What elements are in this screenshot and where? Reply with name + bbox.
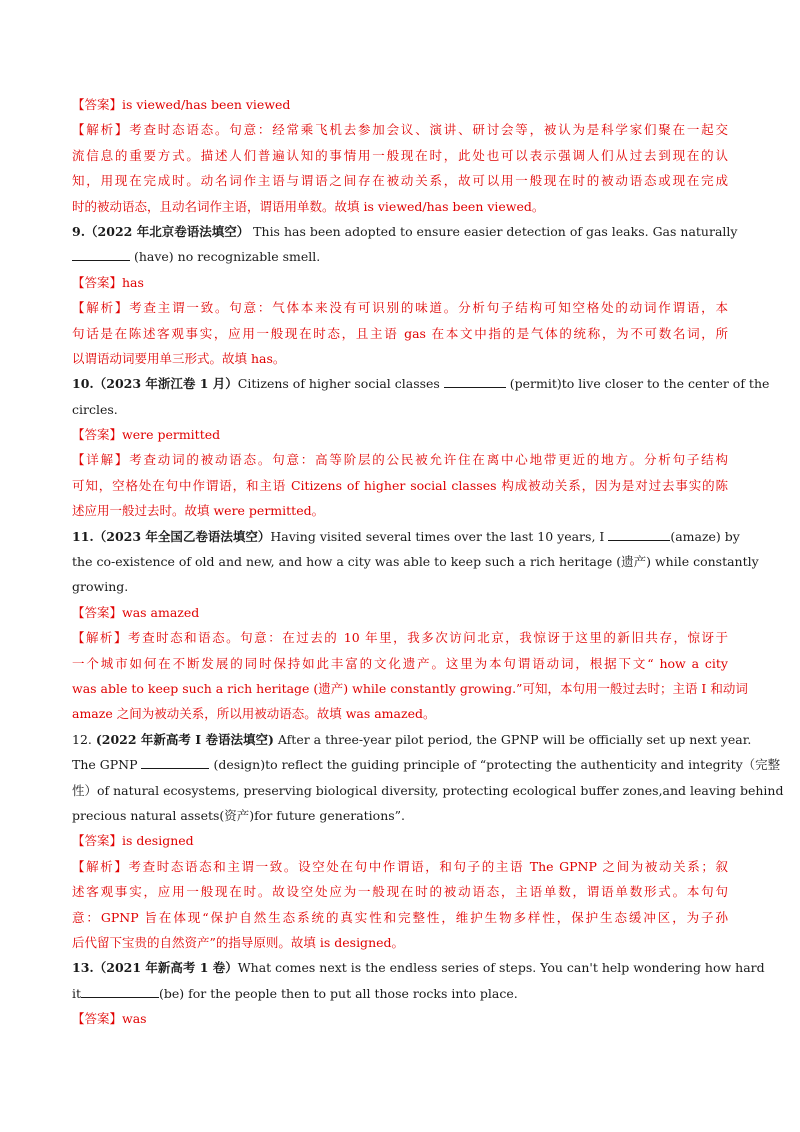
analysis-line: 述应用一般过去时。故填 were permitted。 bbox=[72, 503, 325, 519]
question-10-line-2: circles. bbox=[72, 401, 118, 417]
question-10-line-1: 10.（2023 年浙江卷 1 月）Citizens of higher social classes (permit)to live closer to the center of the bbox=[72, 376, 770, 392]
question-9-line-1: 9.（2022 年北京卷语法填空） This has been adopted to ensure easier detection of gas leaks. Gas naturally bbox=[72, 223, 738, 239]
answer-blank bbox=[72, 248, 130, 261]
answer-blank bbox=[141, 756, 209, 769]
answer-blank bbox=[608, 528, 670, 541]
answer-line: 【答案】is designed bbox=[72, 833, 194, 849]
analysis-line: 【详解】考查动词的被动语态。句意：高等阶层的公民被允许住在离中心地带更近的地方。分析句子结构 bbox=[72, 452, 728, 468]
analysis-line: 后代留下宝贵的自然资产”的指导原则。故填 is designed。 bbox=[72, 934, 405, 950]
question-11-label: 11.（2023 年全国乙卷语法填空） bbox=[72, 528, 271, 544]
analysis-line: 【解析】考查主谓一致。句意：气体本来没有可识别的味道。分析句子结构可知空格处的动词作谓语，本 bbox=[72, 300, 728, 316]
question-11-line-1: 11.（2023 年全国乙卷语法填空）Having visited several times over the last 10 years, I (amaze) by bbox=[72, 528, 740, 544]
question-9-line-2: (have) no recognizable smell. bbox=[72, 244, 728, 269]
question-13-line-2: it (be) for the people then to put all those rocks into place. bbox=[72, 985, 518, 1001]
analysis-line: was able to keep such a rich heritage (遗产) while constantly growing.”可知，本句用一般过去时；主语 I 和动词 bbox=[72, 680, 748, 696]
analysis-line: 以谓语动词要用单三形式。故填 has。 bbox=[72, 350, 286, 366]
answer-blank bbox=[81, 985, 159, 998]
analysis-line: 可知，空格处在句中作谓语，和主语 Citizens of higher social classes 构成被动关系，因为是对过去事实的陈 bbox=[72, 477, 728, 493]
question-9-label: 9.（2022 年北京卷语法填空） bbox=[72, 223, 250, 239]
question-12-line-1: 12. (2022 年新高考 I 卷语法填空) After a three-year pilot period, the GPNP will be officially set up next year. bbox=[72, 731, 752, 747]
question-13-line-1: 13.（2021 年新高考 1 卷）What comes next is the endless series of steps. You can't help wondering how hard bbox=[72, 960, 765, 976]
answer-line: 【答案】were permitted bbox=[72, 427, 221, 443]
analysis-line: 【解析】考查时态语态和主谓一致。设空处在句中作谓语，和句子的主语 The GPNP 之间为被动关系；叙 bbox=[72, 858, 728, 874]
analysis-line: 一个城市如何在不断发展的同时保持如此丰富的文化遗产。这里为本句谓语动词，根据下文“ how a city bbox=[72, 655, 728, 671]
answer-line: 【答案】is viewed/has been viewed bbox=[72, 97, 291, 112]
analysis-line: 【解析】考查时态语态。句意：经常乘飞机去参加会议、演讲、研讨会等，被认为是科学家们聚在一起交 bbox=[72, 122, 728, 138]
question-12-line-4: precious natural assets(资产)for future generations”. bbox=[72, 807, 406, 823]
answer-line: 【答案】was bbox=[72, 1011, 147, 1027]
analysis-line: 述客观事实，应用一般现在时。故设空处应为一般现在时的被动语态，主语单数，谓语单数形式。本句句 bbox=[72, 884, 728, 900]
analysis-line: amaze 之间为被动关系，所以用被动语态。故填 was amazed。 bbox=[72, 706, 436, 722]
analysis-line: 流信息的重要方式。描述人们普遍认知的事情用一般现在时，此处也可以表示强调人们从过去到现在的认 bbox=[72, 147, 728, 163]
question-12-line-2: The GPNP (design)to reflect the guiding principle of “protecting the authenticity and integrity（完整 bbox=[72, 757, 781, 773]
answer-blank bbox=[444, 375, 506, 388]
question-12-line-3: 性）of natural ecosystems, preserving biological diversity, protecting ecological buffer zones,and leaving behind bbox=[72, 782, 784, 798]
analysis-line: 意：GPNP 旨在体现“保护自然生态系统的真实性和完整性，维护生物多样性，保护生态缓冲区，为子孙 bbox=[72, 909, 728, 925]
question-11-line-3: growing. bbox=[72, 579, 129, 595]
document-page bbox=[72, 92, 784, 1031]
analysis-line: 句话是在陈述客观事实，应用一般现在时态，且主语 gas 在本文中指的是气体的统称，为不可数名词，所 bbox=[72, 325, 728, 341]
question-13-label: 13.（2021 年新高考 1 卷） bbox=[72, 960, 238, 976]
question-11-line-2: the co-existence of old and new, and how a city was able to keep such a rich heritage (遗产) while constantly bbox=[72, 554, 759, 570]
analysis-line: 知，用现在完成时。动名词作主语与谓语之间存在被动关系，故可以用一般现在时的被动语态或现在完成 bbox=[72, 173, 728, 189]
answer-line: 【答案】has bbox=[72, 274, 144, 290]
question-10-label: 10.（2023 年浙江卷 1 月） bbox=[72, 376, 238, 392]
analysis-line: 时的被动语态，且动名词作主语，谓语用单数。故填 is viewed/has been viewed。 bbox=[72, 198, 545, 214]
answer-line: 【答案】was amazed bbox=[72, 604, 200, 620]
analysis-line: 【解析】考查时态和语态。句意：在过去的 10 年里，我多次访问北京，我惊讶于这里的新旧共存，惊讶于 bbox=[72, 630, 728, 646]
question-12-label: (2022 年新高考 I 卷语法填空) bbox=[95, 731, 274, 747]
